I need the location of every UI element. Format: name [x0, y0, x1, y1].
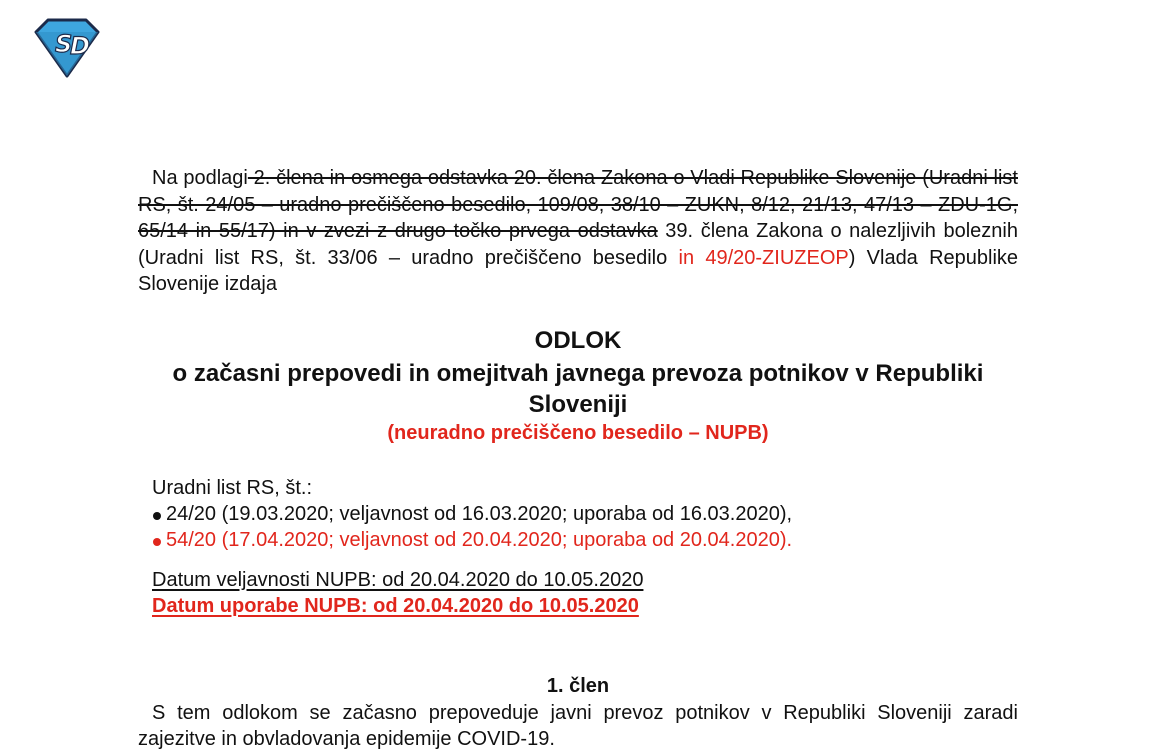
validity-block [152, 567, 643, 619]
document-subject: o začasni prepovedi in omejitvah javnega prevoza potnikov v Republiki Sloveniji [172, 360, 984, 418]
sd-logo-icon [30, 18, 104, 78]
gazette-entry: 54/20 (17.04.2020; veljavnost od 20.04.2020; uporaba od 20.04.2020). [152, 527, 792, 553]
struck-citation: 2. člena in osmega odstavka 20. člena Zakona o Vladi Republike Slovenije (Uradni list RS, št. 24/05 – uradno prečiščeno besedilo, 109/08, 38/10 – ZUKN, 8/12, 21/13, 47/13 – ZDU-1G, 65/14 in 55/17) in v zvezi z drugo točko prvega odstavka [138, 167, 1018, 242]
amendment-citation: in 49/20-ZIUZEOP [667, 246, 849, 269]
intro-body: 39. člena Zakona o nalezljivih boleznih (Uradni list RS, št. 33/06 – uradno prečiščeno besedilo [138, 220, 1018, 269]
application-date: Datum uporabe NUPB: od 20.04.2020 do 10.05.2020 [152, 595, 639, 617]
validity-date: Datum veljavnosti NUPB: od 20.04.2020 do 10.05.2020 [152, 569, 644, 591]
article-heading: 1. člen [546, 675, 610, 697]
intro-lead: Na podlagi [152, 167, 248, 189]
gazette-entry: 24/20 (19.03.2020; veljavnost od 16.03.2020; uporaba od 16.03.2020), [152, 501, 792, 527]
document-subtitle: (neuradno prečiščeno besedilo – NUPB) [387, 422, 769, 444]
article-text: S tem odlokom se začasno prepoveduje javni prevoz potnikov v Republiki Sloveniji zaradi zajezitve in obvladovanja epidemije COVID-19. [138, 702, 1018, 750]
gazette-heading: Uradni list RS, št.: [152, 477, 313, 499]
intro-paragraph [138, 165, 1018, 298]
gazette-list [152, 475, 792, 553]
svg-text:D: D [70, 32, 90, 60]
svg-text:S: S [55, 30, 73, 58]
intro-tail: ) Vlada Republike Slovenije izdaja [138, 246, 1019, 295]
document-title: ODLOK [534, 327, 622, 354]
